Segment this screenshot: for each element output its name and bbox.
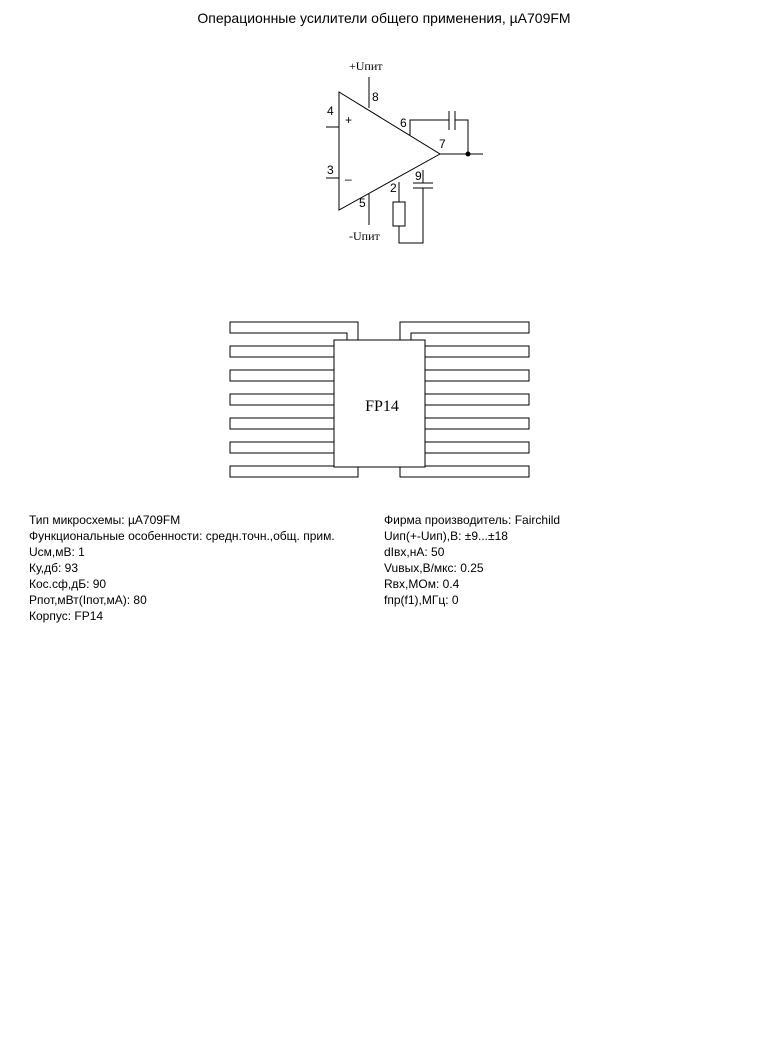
package-pin-right [400, 466, 529, 477]
pin-label-5: 5 [359, 196, 366, 210]
schematic-labels [327, 59, 446, 243]
package-pin-right [425, 442, 529, 453]
spec-line-right: dIвх,нА: 50 [384, 545, 445, 559]
compensation-resistor [393, 202, 405, 226]
spec-line-right: Фирма производитель: Fairchild [384, 513, 561, 527]
pin-label-3: 3 [327, 163, 334, 177]
spec-line-right: Uип(+-Uип),В: ±9...±18 [384, 529, 508, 543]
pin-label-8: 8 [372, 90, 379, 104]
pin-label-6: 6 [400, 116, 407, 130]
package-pin-right [425, 394, 529, 405]
minus-sign: – [345, 172, 352, 186]
package-pin-left [230, 466, 358, 477]
opamp-schematic [326, 77, 483, 243]
package-pin-right [425, 346, 529, 357]
package-pin-left [230, 346, 334, 357]
package-pin-right [425, 370, 529, 381]
specs-left-column [29, 512, 335, 624]
resistor-to-capacitor-wire [399, 188, 423, 243]
package-pin-left [230, 418, 334, 429]
specs-right-column [384, 512, 560, 608]
spec-line-left: Рпот,мВт(Iпот,мА): 80 [29, 593, 147, 607]
pin-6-lead [410, 120, 449, 135]
spec-line-right: Vuвых,В/мкс: 0.25 [384, 561, 484, 575]
plus-sign: + [345, 113, 353, 127]
package-pin-left [230, 370, 334, 381]
spec-line-right: fпр(f1),МГц: 0 [384, 593, 459, 607]
spec-line-left: Кос.сф,дБ: 90 [29, 577, 107, 591]
spec-line-right: Rвх,МОм: 0.4 [384, 577, 460, 591]
spec-line-left: Функциональные особенности: средн.точн.,общ. прим. [29, 529, 335, 543]
pin-label-2: 2 [390, 181, 397, 195]
package-pin-right [400, 322, 529, 340]
supply-pos-label: +Uпит [349, 59, 383, 73]
page-title: Операционные усилители общего применения, µA709FM [197, 10, 571, 26]
spec-line-left: Тип микросхемы: µA709FM [29, 513, 181, 527]
package-pin-right [425, 418, 529, 429]
package-pin-left [230, 322, 358, 340]
package-label: FP14 [365, 398, 399, 415]
pin-label-9: 9 [415, 169, 422, 183]
pin-label-4: 4 [327, 104, 334, 118]
package-pin-left [230, 394, 334, 405]
feedback-wire [455, 120, 468, 154]
package-pin-left [230, 442, 334, 453]
spec-line-left: Ку,дб: 93 [29, 561, 79, 575]
supply-neg-label: -Uпит [349, 229, 380, 243]
spec-line-left: Корпус: FP14 [29, 609, 104, 623]
spec-line-left: Uсм,мВ: 1 [29, 545, 85, 559]
pin-label-7: 7 [439, 137, 446, 151]
